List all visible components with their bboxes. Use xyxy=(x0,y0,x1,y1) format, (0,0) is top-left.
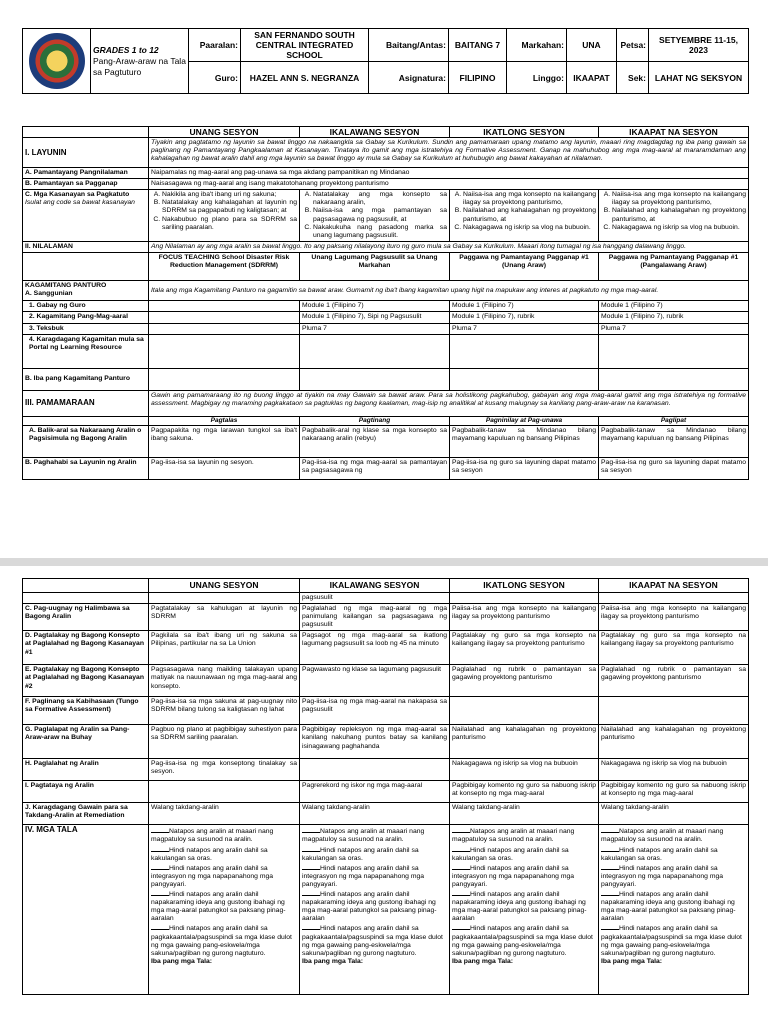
kpm-label: 2. Kagamitang Pang-Mag-aaral xyxy=(23,312,149,323)
table-cell xyxy=(149,781,300,803)
tala-text: Hindi natapos ang aralin dahil sa integrasyon ng mga napapanahong mga pangyayari. xyxy=(452,864,575,888)
checkbox-blank-line[interactable] xyxy=(452,826,470,833)
table-cell: Pag-iisa-isa ng guro sa layuning dapat matamo sa sesyon xyxy=(599,457,749,479)
pagtataya-label: I. Pagtataya ng Aralin xyxy=(23,781,149,803)
table-cell: Module 1 (Filipino 7), Sipi ng Pagsusulit xyxy=(300,312,450,323)
balik-aral-label: A. Balik-aral sa Nakaraang Aralin o Pagsisimula ng Bagong Aralin xyxy=(23,425,149,457)
takdang-aralin-label: J. Karagdagang Gawain para sa Takdang-Aralin at Remediation xyxy=(23,803,149,825)
kasanayan-2 xyxy=(300,190,450,242)
table-cell xyxy=(149,301,300,312)
tala-text: Natapos ang aralin at maaari nang magpatuloy sa susunod na aralin. xyxy=(452,828,575,844)
table-cell: Pagbibigay komento ng guro sa nabuong iskrip at konsepto ng mga mag-aaral xyxy=(450,781,599,803)
checkbox-blank-line[interactable] xyxy=(452,845,470,852)
tala-item xyxy=(601,923,746,957)
tala-text: Hindi natapos ang aralin dahil sa pagkakaantala/pagsuspindi sa mga klase dulot ng mga gawaing pang-eskwela/mga sakuna/pagliban ng gurong nagtuturo. xyxy=(302,925,443,957)
table-cell xyxy=(149,593,300,604)
teksbuk-label: 3. Teksbuk xyxy=(23,323,149,334)
checkbox-blank-line[interactable] xyxy=(601,923,619,930)
tala-text: Hindi natapos ang aralin dahil sa kakulangan sa oras. xyxy=(601,846,718,862)
tala-item xyxy=(302,889,447,923)
kagamitan-label-cell xyxy=(23,281,149,301)
tala-cell-2 xyxy=(300,825,450,995)
table-cell: Pagtalakay ng guro sa mga konsepto na kailangang ilagay sa proyektong panturismo xyxy=(599,631,749,665)
iba-pang-tala-label: Iba pang mga Tala: xyxy=(452,957,514,965)
tala-cell-3 xyxy=(450,825,599,995)
table-cell: Pagbabalik-tanaw sa Mindanao bilang mayamang kapuluan ng bansang Pilipinas xyxy=(599,425,749,457)
tala-text: Hindi natapos ang aralin dahil sa pagkakaantala/pagsuspindi sa mga klase dulot ng mga gawaing pang-eskwela/mga sakuna/pagliban ng gurong nagtuturo. xyxy=(452,925,593,957)
table-cell: Pagtalakay ng guro sa mga konsepto na kailangang ilagay sa proyektong panturismo xyxy=(450,631,599,665)
pag-uugnay-label: C. Pag-uugnay ng Halimbawa sa Bagong Aralin xyxy=(23,604,149,631)
table-cell: pagsusulit xyxy=(300,593,450,604)
list-item: A. Naiisa-isa ang mga konsepto na kailangang ilagay sa proyektong panturismo, xyxy=(463,191,596,207)
nilalaman-4: Paggawa ng Pamantayang Pagganap #1 (Pangalawang Araw) xyxy=(599,253,749,281)
table-cell xyxy=(450,593,599,604)
table-cell: Pagpapakita ng mga larawan tungkol sa iba't ibang sakuna. xyxy=(149,425,300,457)
dll-table-page1 xyxy=(22,126,749,480)
paaralan-label: Paaralan: xyxy=(189,29,241,62)
tala-item xyxy=(302,826,447,844)
tala-text: Hindi natapos ang aralin dahil napakaraming ideya ang gustong ibahagi ng mga mag-aaral patungkol sa paksang pinag-aaralan xyxy=(151,891,286,923)
tala-text: Natapos ang aralin at maaari nang magpatuloy sa susunod na aralin. xyxy=(151,828,274,844)
iba-pang-tala-label: Iba pang mga Tala: xyxy=(302,957,364,965)
tala-item xyxy=(452,826,596,844)
table-cell: Nakagagawa ng iskrip sa vlog na bubuoin xyxy=(450,759,599,781)
corner-cell xyxy=(23,579,149,593)
tala-item xyxy=(151,889,297,923)
iba-pang-tala-label: Iba pang mga Tala: xyxy=(151,957,213,965)
tala-item xyxy=(601,826,746,844)
nilalaman-3: Paggawa ng Pamantayang Pagganap #1 (Unang Araw) xyxy=(450,253,599,281)
col-ikalawang-sesyon: IKALAWANG SESYON xyxy=(300,127,450,138)
tala-item xyxy=(452,889,596,923)
pamamaraan-text: Gawin ang pamamaraang ito ng buong linggo at tiyakin na may Gawain sa bawat araw. Para sa holistikong pagkahubog, gabayan ang mga mag-aaral gamit ang mga istratehiya ng formative assessment. Magbigay ng maraming pagkakataon sa pagtuklas ng bagong kaalaman, mag-isip ng analitikal at kusang maiugnay sa kanilang pang-araw-araw na karanasan. xyxy=(149,390,749,416)
list-item: A. Natatalakay ang mga konsepto sa nakaraang aralin, xyxy=(313,191,447,207)
tala-item xyxy=(151,863,297,889)
pagtalakay-1-label: D. Pagtalakay ng Bagong Konsepto at Paglalahad ng Bagong Kasanayan #1 xyxy=(23,631,149,665)
table-cell xyxy=(599,697,749,725)
tala-text: Hindi natapos ang aralin dahil sa pagkakaantala/pagsuspindi sa mga klase dulot ng mga gawaing pang-eskwela/mga sakuna/pagliban ng gurong nagtuturo. xyxy=(151,925,292,957)
tala-text: Hindi natapos ang aralin dahil sa integrasyon ng mga napapanahong mga pangyayari. xyxy=(302,864,425,888)
table-cell: Paglalahad ng mga mag-aaral ng mga panimulang kailangan sa pagsasagawa ng pagsusulit xyxy=(300,604,450,631)
kagamitan-label: KAGAMITANG PANTURO xyxy=(25,282,107,290)
paglipat-label: Paglipat xyxy=(599,416,749,425)
list-item: A. Nakikila ang iba't ibang uri ng sakuna; xyxy=(162,191,297,199)
table-cell: Pagkilala sa iba't ibang uri ng sakuna sa Pilipinas, partikular na sa La Union xyxy=(149,631,300,665)
checkbox-blank-line[interactable] xyxy=(302,826,320,833)
tala-text: Hindi natapos ang aralin dahil sa kakulangan sa oras. xyxy=(151,846,268,862)
checkbox-blank-line[interactable] xyxy=(452,863,470,870)
checkbox-blank-line[interactable] xyxy=(302,923,320,930)
tala-item xyxy=(601,845,746,863)
baitang-label: Baitang/Antas: xyxy=(369,29,449,62)
pamantayang-pangnilalaman-label: A. Pamantayang Pangnilalaman xyxy=(23,168,149,179)
table-cell xyxy=(149,334,300,368)
tala-item xyxy=(151,845,297,863)
mga-tala-label: IV. MGA TALA xyxy=(23,825,149,995)
table-cell: Walang takdang-aralin xyxy=(450,803,599,825)
tala-cell-1 xyxy=(149,825,300,995)
col-ikaapat-sesyon: IKAAPAT NA SESYON xyxy=(599,127,749,138)
kasanayan-1 xyxy=(149,190,300,242)
table-cell: Nailalahad ang kahalagahan ng proyektong panturismo xyxy=(599,725,749,759)
sek-label: Sek: xyxy=(617,62,649,94)
paaralan-value: SAN FERNANDO SOUTH CENTRAL INTEGRATED SCHOOL xyxy=(241,29,369,62)
layunin-text: Tiyakin ang pagtatamo ng layunin sa bawat linggo na nakaangkla sa Gabay sa Kurikulum. Sundin ang pamamaraan upang matamo ang layunin, maaari ring magdagdag ng iba pang gawain sa paglinang ng Pamantayang Pangkaalaman at Kasanayan. Tinataya ito gamit ang mga istratehiya ng Formative Assessment. Ganap na mahuhubog ang mga mag-aaral at mararamdaman ang kahalagahan ng bawat aralin dahil ang mga layunin sa bawat linggo ay mula sa Gabay sa Kurikulum at huhubugin ang bawat kakayahan at nilalaman. xyxy=(149,138,749,168)
grade-subtitle: Pang-Araw-araw na Tala sa Pagtuturo xyxy=(93,55,186,77)
iba-pang-tala-label: Iba pang mga Tala: xyxy=(601,957,663,965)
dll-table-page2 xyxy=(22,578,749,995)
checkbox-blank-line[interactable] xyxy=(302,863,320,870)
empty-cell xyxy=(23,593,149,604)
table-cell xyxy=(599,368,749,390)
list-item: C. Nakagagawa ng iskrip sa vlog na bubuoin. xyxy=(463,224,596,232)
tala-item xyxy=(452,923,596,957)
tala-text: Hindi natapos ang aralin dahil sa integrasyon ng mga napapanahong mga pangyayari. xyxy=(601,864,724,888)
tala-item xyxy=(601,863,746,889)
tala-item xyxy=(302,863,447,889)
learning-resource-label: 4. Karagdagang Kagamitan mula sa Portal ng Learning Resource xyxy=(23,334,149,368)
paghahabi-label: B. Paghahabi sa Layunin ng Aralin xyxy=(23,457,149,479)
table-cell xyxy=(599,593,749,604)
asignatura-value: FILIPINO xyxy=(449,62,507,94)
table-cell: Walang takdang-aralin xyxy=(300,803,450,825)
list-item: B. Naiisa-isa ang mga pamantayan sa pagsasagawa ng pagsusulit, at xyxy=(313,207,447,223)
checkbox-blank-line[interactable] xyxy=(601,826,619,833)
asignatura-label: Asignatura: xyxy=(369,62,449,94)
sek-value: LAHAT NG SEKSYON xyxy=(649,62,749,94)
linggo-label: Linggo: xyxy=(507,62,567,94)
checkbox-blank-line[interactable] xyxy=(452,923,470,930)
table-cell: Pagsasagawa nang maikling talakayan upang matiyak na nauunawaan ng mga mag-aaral ang konsepto. xyxy=(149,665,300,697)
table-cell: Module 1 (Filipino 7) xyxy=(300,301,450,312)
tala-cell-4 xyxy=(599,825,749,995)
petsa-value: SETYEMBRE 11-15, 2023 xyxy=(649,29,749,62)
table-cell: Pagbuo ng plano at pagbibigay suhestiyon para sa SDRRM sariling paaralan. xyxy=(149,725,300,759)
table-cell: Pluma 7 xyxy=(599,323,749,334)
paglinang-kabihasaan-label: F. Paglinang sa Kabihasaan (Tungo sa Formative Assessment) xyxy=(23,697,149,725)
table-cell: Pagsagot ng mga mag-aaral sa ikatlong lagumang pagsusulit sa loob ng 45 na minuto xyxy=(300,631,450,665)
checkbox-blank-line[interactable] xyxy=(302,889,320,896)
table-cell: Pag-iisa-isa ng mga konseptong tinalakay sa sesyon. xyxy=(149,759,300,781)
markahan-label: Markahan: xyxy=(507,29,567,62)
table-cell: Walang takdang-aralin xyxy=(599,803,749,825)
layunin-label: I. LAYUNIN xyxy=(23,138,149,168)
kagamitan-text: Itala ang mga Kagamitang Panturo na gagamitin sa bawat araw. Gumamit ng iba't ibang kagamitan upang higit na mapukaw ang interes at pagkatuto ng mga mag-aaral. xyxy=(149,281,749,301)
tala-text: Natapos ang aralin at maaari nang magpatuloy sa susunod na aralin. xyxy=(601,828,724,844)
checkbox-blank-line[interactable] xyxy=(151,923,169,930)
kasanayan-sub: Isulat ang code sa bawat kasanayan xyxy=(25,199,135,207)
table-cell: Pagbibigay komento ng guro sa nabuong iskrip at konsepto ng mga mag-aaral xyxy=(599,781,749,803)
list-item: B. Nailalahad ang kahalagahan ng proyektong panturismo, at xyxy=(463,207,596,223)
school-seal-icon xyxy=(29,33,85,89)
corner-cell xyxy=(23,127,149,138)
table-cell: Pag-iisa-isa ng mga mag-aaral na nakapasa sa pagsusulit xyxy=(300,697,450,725)
table-cell: Pagbabalik-aral ng klase sa mga konsepto sa nakaraang aralin (rebyu) xyxy=(300,425,450,457)
col-unang-sesyon: UNANG SESYON xyxy=(149,579,300,593)
table-cell xyxy=(450,697,599,725)
table-cell: Pag-iisa-isa ng guro sa layuning dapat matamo sa sesyon xyxy=(450,457,599,479)
paglinang-label: Pagtinang xyxy=(300,416,450,425)
table-cell xyxy=(450,368,599,390)
table-cell xyxy=(149,368,300,390)
tala-text: Hindi natapos ang aralin dahil napakaraming ideya ang gustong ibahagi ng mga mag-aaral patungkol sa paksang pinag-aaralan xyxy=(302,891,437,923)
pagtalakay-2-label: E. Pagtalakay ng Bagong Konsepto at Paglalahad ng Bagong Kasanayan #2 xyxy=(23,665,149,697)
table-cell: Module 1 (Filipino 7), rubrik xyxy=(599,312,749,323)
table-cell: Pluma 7 xyxy=(300,323,450,334)
tala-item xyxy=(452,845,596,863)
table-cell: Pagtatalakay sa kahulugan at layunin ng SDRRM xyxy=(149,604,300,631)
tala-text: Hindi natapos ang aralin dahil sa kakulangan sa oras. xyxy=(452,846,569,862)
tala-text: Hindi natapos ang aralin dahil sa pagkakaantala/pagsuspindi sa mga klase dulot ng mga gawaing pang-eskwela/mga sakuna/pagliban ng gurong nagtuturo. xyxy=(601,925,742,957)
tala-item xyxy=(151,923,297,957)
col-unang-sesyon: UNANG SESYON xyxy=(149,127,300,138)
kasanayan-label: C. Mga Kasanayan sa Pagkatuto xyxy=(25,191,130,199)
table-cell: Paiisa-isa ang mga konsepto na kailangang ilagay sa proyektong panturismo xyxy=(450,604,599,631)
col-ikalawang-sesyon: IKALAWANG SESYON xyxy=(300,579,450,593)
table-cell: Module 1 (Filipino 7), rubrik xyxy=(450,312,599,323)
tala-text: Hindi natapos ang aralin dahil sa kakulangan sa oras. xyxy=(302,846,419,862)
pamantayan-pagganap-label: B. Pamantayan sa Pagganap xyxy=(23,179,149,190)
school-logo-cell xyxy=(23,29,91,94)
table-cell: Pag-iisa-isa ng mga mag-aaral sa pamantayan sa pagsasagawa ng xyxy=(300,457,450,479)
guro-value: HAZEL ANN S. NEGRANZA xyxy=(241,62,369,94)
tala-text: Natapos ang aralin at maaari nang magpatuloy sa susunod na aralin. xyxy=(302,828,425,844)
dll-title xyxy=(91,29,189,94)
col-ikaapat-sesyon: IKAAPAT NA SESYON xyxy=(599,579,749,593)
list-item: B. Nailalahad ang kahalagahan ng proyektong panturismo, at xyxy=(612,207,746,223)
table-cell: Module 1 (Filipino 7) xyxy=(599,301,749,312)
table-cell: Paiisa-isa ang mga konsepto na kailangang ilagay sa proyektong panturismo xyxy=(599,604,749,631)
list-item: C. Nakakukuha nang pasadong marka sa unang lagumang pagsusulit. xyxy=(313,224,447,240)
paglalahat-label: H. Paglalahat ng Aralin xyxy=(23,759,149,781)
table-cell: Pag-iisa-isa sa mga sakuna at pag-uugnay nito SDRRM bilang tulong sa kaligtasan ng lahat xyxy=(149,697,300,725)
checkbox-blank-line[interactable] xyxy=(601,889,619,896)
table-cell xyxy=(300,334,450,368)
gabay-label: 1. Gabay ng Guro xyxy=(23,301,149,312)
tala-item xyxy=(452,863,596,889)
table-cell xyxy=(149,312,300,323)
table-cell: Paglalahad ng rubrik o pamantayan sa gagawing proyektong panturismo xyxy=(450,665,599,697)
tala-text: Hindi natapos ang aralin dahil sa integrasyon ng mga napapanahong mga pangyayari. xyxy=(151,864,274,888)
guro-label: Guro: xyxy=(189,62,241,94)
tala-text: Hindi natapos ang aralin dahil napakaraming ideya ang gustong ibahagi ng mga mag-aaral patungkol sa paksang pinag-aaralan xyxy=(601,891,736,923)
tala-item xyxy=(151,826,297,844)
checkbox-blank-line[interactable] xyxy=(601,863,619,870)
checkbox-blank-line[interactable] xyxy=(601,845,619,852)
checkbox-blank-line[interactable] xyxy=(302,845,320,852)
kasanayan-4 xyxy=(599,190,749,242)
grade-title: GRADES 1 to 12 xyxy=(93,44,159,55)
table-cell: Walang takdang-aralin xyxy=(149,803,300,825)
nilalaman-text: Ang Nilalaman ay ang mga aralin sa bawat linggo. Ito ang paksang nilalayong ituro ng guro mula sa Gabay sa Kurikulum. Maaari itong tumagal ng isa hanggang dalawang linggo. xyxy=(149,242,749,253)
list-item: A. Naiisa-isa ang mga konsepto na kailangang ilagay sa proyektong panturismo, xyxy=(612,191,746,207)
table-cell: Nailalahad ang kahalagahan ng proyektong panturismo xyxy=(450,725,599,759)
iba-kagamitan-label: B. Iba pang Kagamitang Panturo xyxy=(23,368,149,390)
markahan-value: UNA xyxy=(567,29,617,62)
tala-item xyxy=(302,923,447,957)
checkbox-blank-line[interactable] xyxy=(151,863,169,870)
list-item: B. Natatalakay ang kahalagahan at layunin ng SDRRM sa pagpapabuti ng kaligtasan; at xyxy=(162,199,297,215)
pagninilay-label: Pagninilay at Pag-unawa xyxy=(450,416,599,425)
paglalapat-label: G. Paglalapat ng Aralin sa Pang-Araw-araw na Buhay xyxy=(23,725,149,759)
table-cell: Pagrerekord ng iskor ng mga mag-aaral xyxy=(300,781,450,803)
table-cell: Pagbibigay repleksyon ng mga mag-aaral sa kanilang nakuhang puntos batay sa kanilang isinagawang paghahanda xyxy=(300,725,450,759)
tala-item xyxy=(302,845,447,863)
list-item: C. Nakabubuo ng plano para sa SDRRM sa sariling paaralan. xyxy=(162,216,297,232)
table-cell: Pagbabalik-tanaw sa Mindanao bilang mayamang kapuluan ng bansang Pilipinas xyxy=(450,425,599,457)
col-ikatlong-sesyon: IKATLONG SESYON xyxy=(450,127,599,138)
nilalaman-1: FOCUS TEACHING School Disaster Risk Reduction Management (SDRRM) xyxy=(149,253,300,281)
table-cell: Nakagagawa ng iskrip sa vlog na bubuoin xyxy=(599,759,749,781)
nilalaman-2: Unang Lagumang Pagsusulit sa Unang Markahan xyxy=(300,253,450,281)
table-cell xyxy=(599,334,749,368)
tala-text: Hindi natapos ang aralin dahil napakaraming ideya ang gustong ibahagi ng mga mag-aaral patungkol sa paksang pinag-aaralan xyxy=(452,891,587,923)
table-cell: Module 1 (Filipino 7) xyxy=(450,301,599,312)
table-cell: Pag-iisa-isa sa layunin ng sesyon. xyxy=(149,457,300,479)
kasanayan-label-cell xyxy=(23,190,149,242)
checkbox-blank-line[interactable] xyxy=(452,889,470,896)
checkbox-blank-line[interactable] xyxy=(151,845,169,852)
sanggunian-label: A. Sanggunian xyxy=(25,290,73,298)
pamantayang-pangnilalaman-text: Naipamalas ng mag-aaral ang pag-unawa sa mga akdang pampanitikan ng Mindanao xyxy=(149,168,749,179)
baitang-value: BAITANG 7 xyxy=(449,29,507,62)
checkbox-blank-line[interactable] xyxy=(151,826,169,833)
pagtalas-label: Pagtalas xyxy=(149,416,300,425)
tala-item xyxy=(601,889,746,923)
header-table xyxy=(22,28,749,94)
petsa-label: Petsa: xyxy=(617,29,649,62)
linggo-value: IKAAPAT xyxy=(567,62,617,94)
table-cell: Pagwawasto ng klase sa lagumang pagsusulit xyxy=(300,665,450,697)
list-item: C. Nakagagawa ng iskrip sa vlog na bubuoin. xyxy=(612,224,746,232)
pamantayan-pagganap-text: Naisasagawa ng mag-aaral ang isang makatotohanang proyektong panturismo xyxy=(149,179,749,190)
checkbox-blank-line[interactable] xyxy=(151,889,169,896)
table-cell xyxy=(300,368,450,390)
table-cell: Paglalahad ng rubrik o pamantayan sa gagawing proyektong panturismo xyxy=(599,665,749,697)
table-cell xyxy=(149,323,300,334)
empty-cell xyxy=(23,416,149,425)
nilalaman-label: II. NILALAMAN xyxy=(23,242,149,253)
empty-cell xyxy=(23,253,149,281)
table-cell xyxy=(450,334,599,368)
table-cell: Pluma 7 xyxy=(450,323,599,334)
col-ikatlong-sesyon: IKATLONG SESYON xyxy=(450,579,599,593)
kasanayan-3 xyxy=(450,190,599,242)
pamamaraan-label: III. PAMAMARAAN xyxy=(23,390,149,416)
table-cell xyxy=(300,759,450,781)
